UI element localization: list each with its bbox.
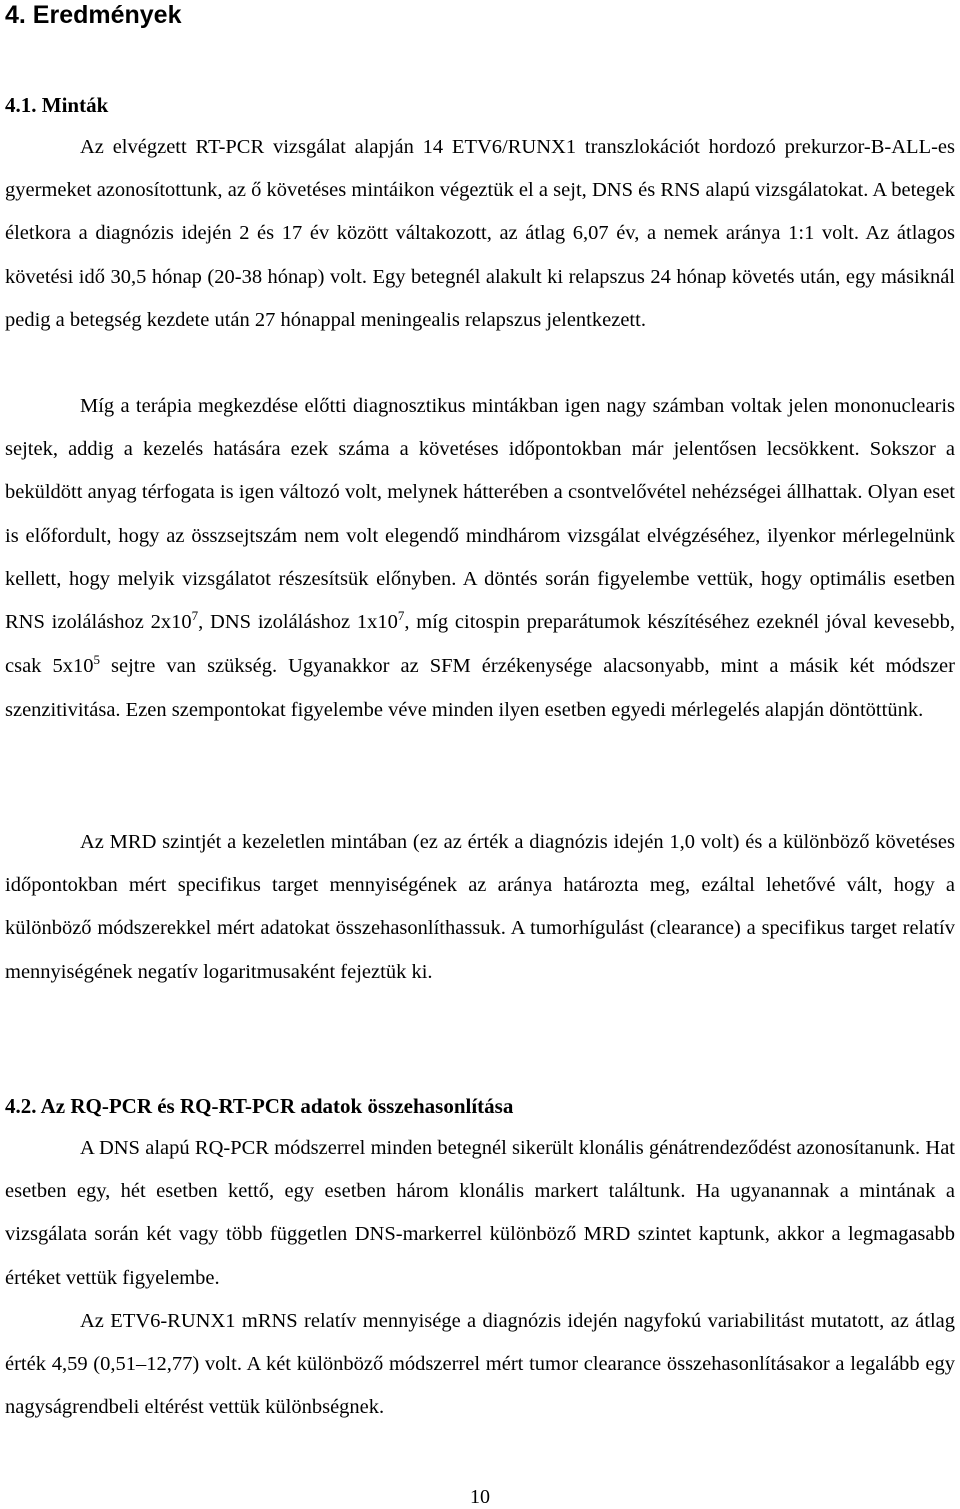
text-run: sejtre van szükség. Ugyanakkor az SFM érzékenysége alacsonyabb, mint a másik két módszer szenzitivitása. Ezen szempontokat figyelembe véve minden ilyen esetben egyedi mérlegelés alapján döntöttünk. — [5, 655, 955, 722]
superscript-exponent: 5 — [93, 652, 100, 668]
superscript-exponent: 7 — [191, 608, 199, 624]
text-run: , DNS izoláláshoz 1x10 — [198, 611, 398, 634]
paragraph-samples-intro: Az elvégzett RT-PCR vizsgálat alapján 14 ETV6/RUNX1 transzlokációt hordozó prekurzor-B-ALL-es gyermeket azonosítottunk, az ő követéses mintáikon végeztük el a sejt, DNS és RNS alapú vizsgálatokat. A betegek életkora a diagnózis idején 2 és 17 év között váltakozott, az átlag 6,07 év, a nemek aránya 1:1 volt. Az átlagos követési idő 30,5 hónap (20-38 hónap) volt. Egy betegnél alakult ki relapszus 24 hónap követés után, egy másiknál pedig a betegség kezdete után 27 hónappal meningealis relapszus jelentkezett. — [5, 136, 955, 331]
paragraph-mrna-variability: Az ETV6-RUNX1 mRNS relatív mennyisége a diagnózis idején nagyfokú variabilitást mutatott, az átlag érték 4,59 (0,51–12,77) volt. A két különböző módszerrel mért tumor clearance összehasonlításakor a legalább egy nagyságrendbeli eltérést vettük különbségnek. — [5, 1310, 955, 1419]
page-number: 10 — [470, 1486, 490, 1508]
superscript-exponent: 7 — [397, 608, 405, 624]
text-run: , míg citospin preparátumok készítéséhez ezeknél jóval kevesebb, csak 5x10 — [5, 611, 955, 678]
section-heading: 4. Eredmények — [5, 1, 182, 29]
paragraph-mrd-definition: Az MRD szintjét a kezeletlen mintában (ez az érték a diagnózis idején 1,0 volt) és a különböző követéses időpontokban mért specifikus target mennyiségének az aránya határozta meg, ezáltal lehetővé vált, hogy a különböző módszerekkel mért adatokat összehasonlíthassuk. A tumorhígulást (clearance) a specifikus target relatív mennyiségének negatív logaritmusaként fejeztük ki. — [5, 831, 955, 983]
subsection-heading-samples: 4.1. Minták — [5, 93, 109, 117]
paragraph-dna-markers: A DNS alapú RQ-PCR módszerrel minden betegnél sikerült klonális génátrendeződést azonosítanunk. Hat esetben egy, hét esetben kettő, egy esetben három klonális markert találtunk. Ha ugyanannak a mintának a vizsgálata során két vagy több független DNS-markerrel különböző MRD szintet kaptunk, akkor a legmagasabb értéket vettük figyelembe. — [5, 1137, 955, 1289]
paragraph-sample-considerations — [5, 385, 955, 733]
subsection-heading-comparison: 4.2. Az RQ-PCR és RQ-RT-PCR adatok összehasonlítása — [5, 1094, 514, 1118]
text-run: Míg a terápia megkezdése előtti diagnosztikus mintákban igen nagy számban voltak jelen mononuclearis sejtek, addig a kezelés hatására ezek száma a követéses időpontokban már jelentősen lecsökkent. Sokszor a beküldött anyag térfogata is igen változó volt, melynek hátterében a csontvelővétel nehézségei állhattak. Olyan eset is előfordult, hogy az összsejtszám nem volt elegendő mindhárom vizsgálat elvégzéséhez, ilyenkor mérlegelnünk kellett, hogy melyik vizsgálatot részesítsük előnyben. A döntés során figyelembe vettük, hogy optimális esetben RNS izoláláshoz 2x10 — [5, 395, 955, 634]
